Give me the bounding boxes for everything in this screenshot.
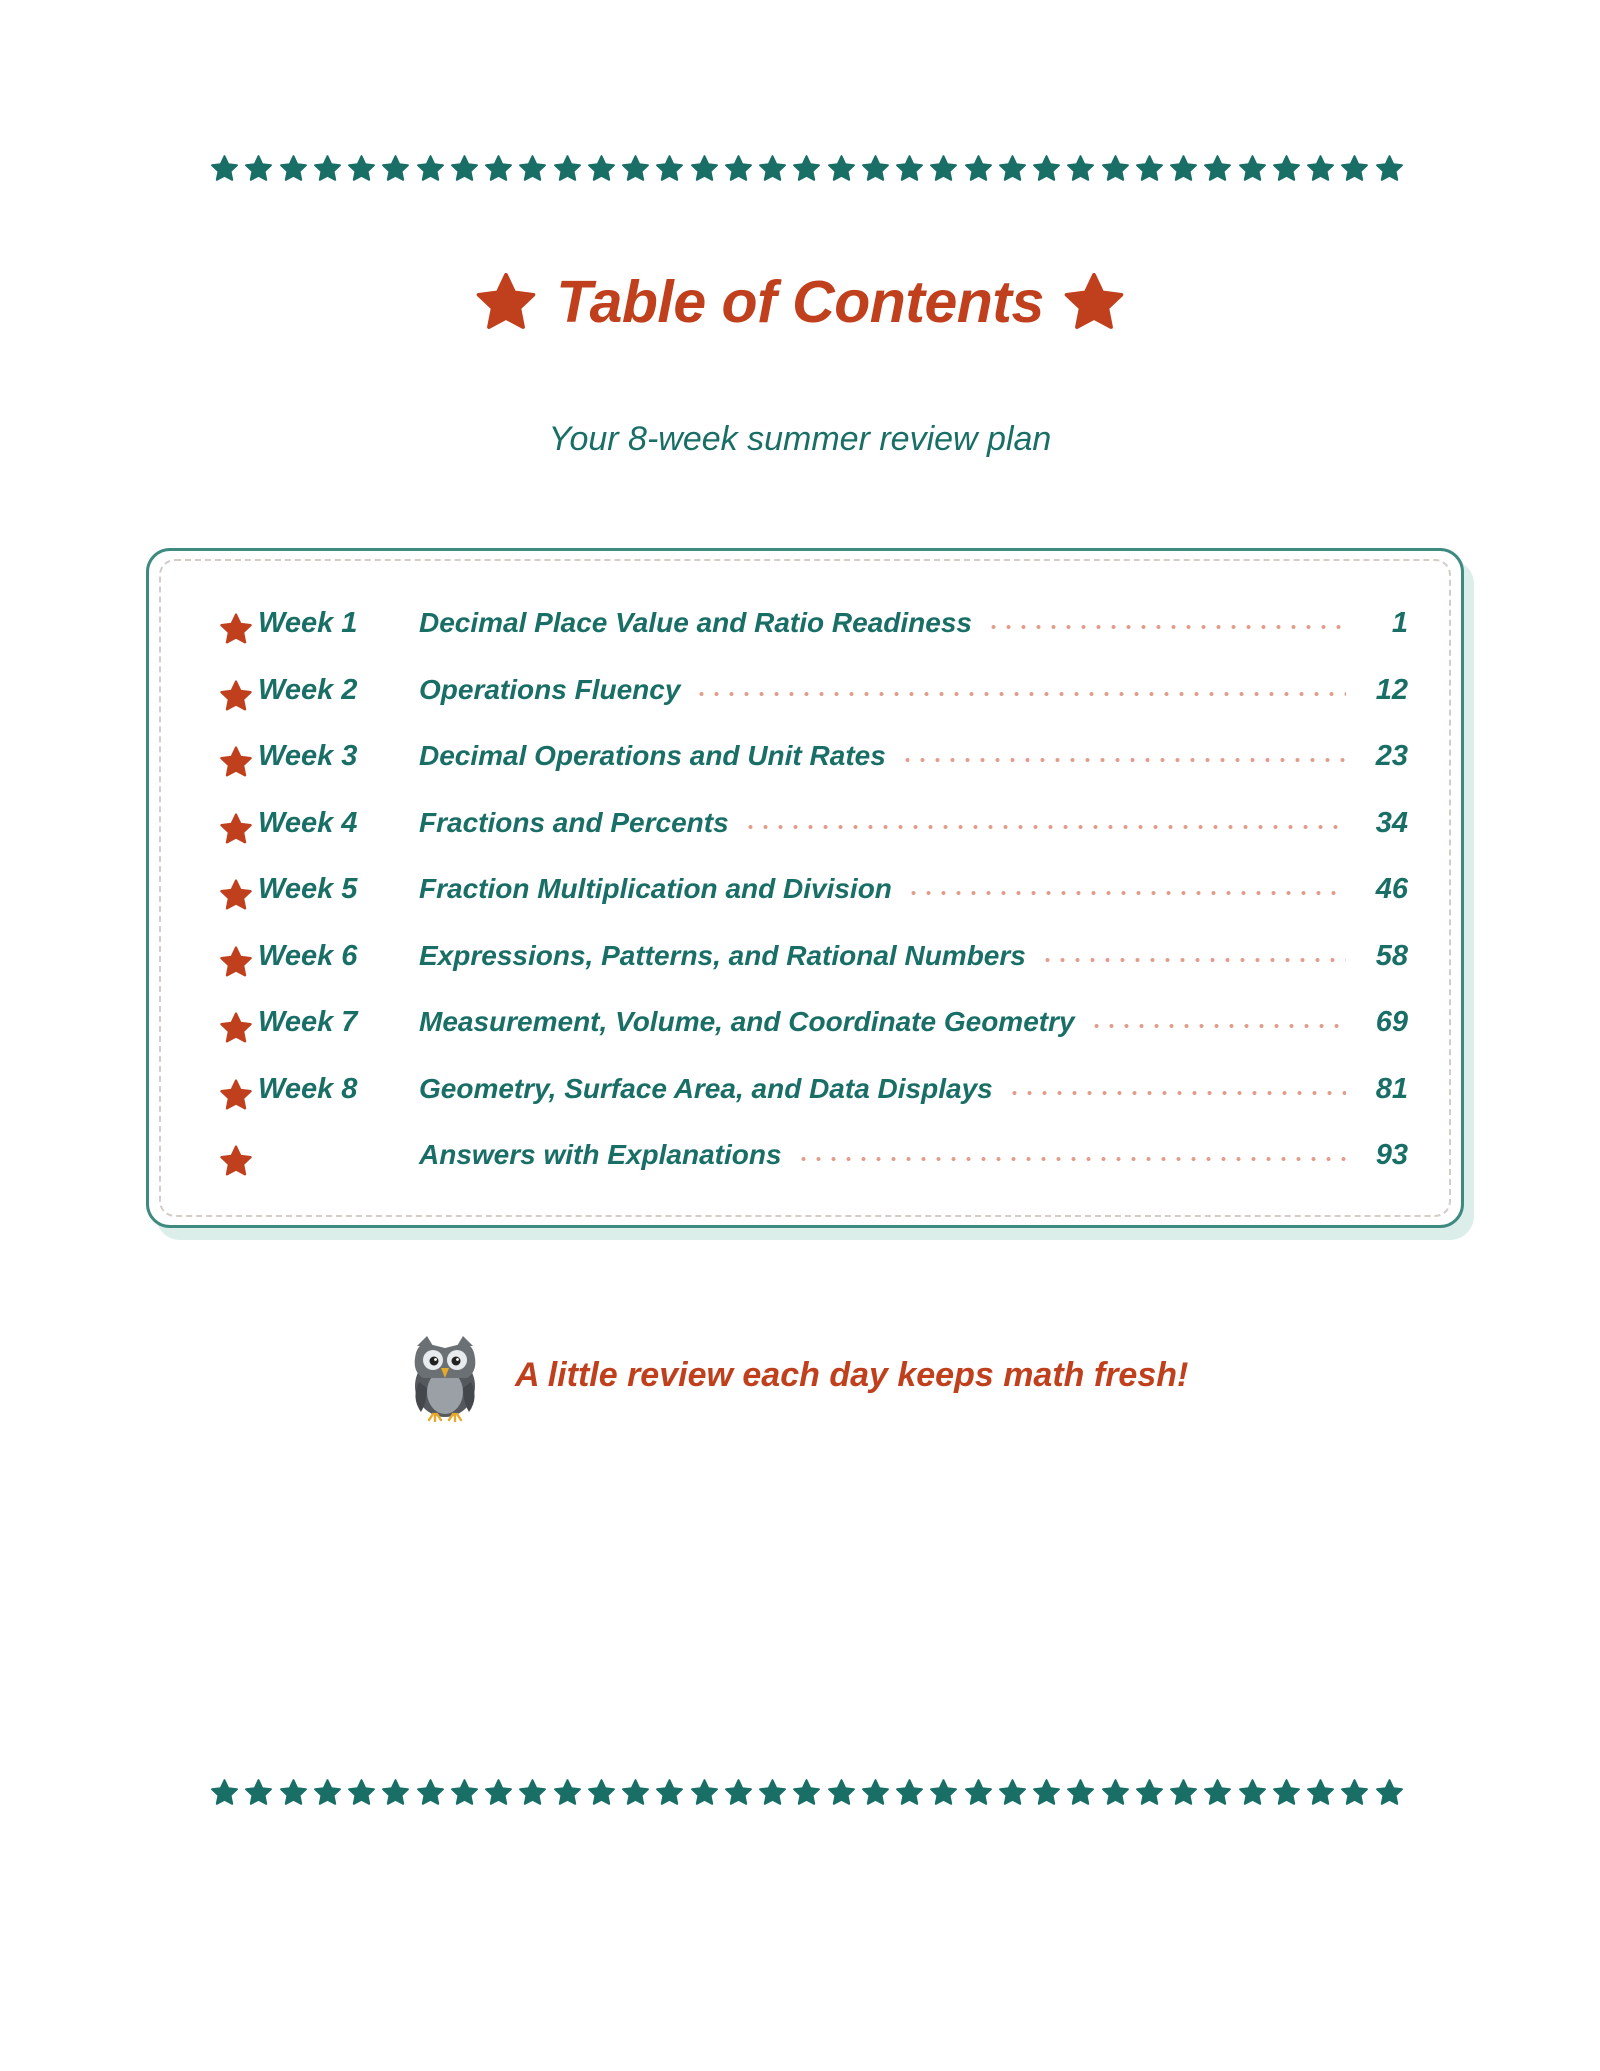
star-icon	[621, 1778, 650, 1807]
toc-entry[interactable]	[220, 864, 1408, 931]
star-icon	[219, 612, 253, 646]
toc-page-number: 58	[1375, 939, 1408, 972]
toc-leader-dots	[796, 1156, 1346, 1162]
page-title: Table of Contents	[556, 269, 1044, 335]
star-icon	[416, 154, 445, 183]
star-icon	[1032, 1778, 1061, 1807]
star-icon	[1101, 154, 1130, 183]
toc-week-label: Week 4	[258, 806, 358, 839]
toc-leader-dots	[986, 624, 1346, 630]
toc-week-label: Week 7	[258, 1006, 358, 1038]
toc-entry[interactable]	[220, 798, 1408, 865]
star-icon	[219, 679, 253, 713]
star-icon	[998, 1778, 1027, 1807]
star-icon	[724, 1778, 753, 1807]
toc-topic-title: Geometry, Surface Area, and Data Displays	[419, 1072, 993, 1104]
star-icon	[219, 1144, 253, 1178]
star-icon	[381, 154, 410, 183]
star-icon	[553, 1778, 582, 1807]
toc-week-label: Week 1	[258, 607, 358, 639]
star-icon	[1135, 154, 1164, 183]
star-icon	[219, 1078, 253, 1112]
toc-page-number: 23	[1375, 740, 1408, 772]
star-icon	[964, 154, 993, 183]
bottom-star-border	[210, 1774, 1404, 1810]
top-star-border	[210, 150, 1404, 186]
star-icon	[1375, 154, 1404, 183]
star-icon	[1238, 154, 1267, 183]
star-icon	[381, 1778, 410, 1807]
toc-leader-dots	[1040, 957, 1346, 963]
star-icon	[587, 154, 616, 183]
star-icon	[792, 154, 821, 183]
toc-week-label: Week 5	[258, 873, 358, 905]
title-block	[0, 268, 1600, 336]
toc-topic-title: Expressions, Patterns, and Rational Numbers	[419, 939, 1026, 971]
star-icon	[219, 745, 253, 779]
toc-leader-dots	[1089, 1023, 1346, 1029]
star-icon	[484, 1778, 513, 1807]
star-icon	[724, 154, 753, 183]
toc-page-number: 81	[1375, 1072, 1408, 1105]
star-icon	[1375, 1778, 1404, 1807]
star-icon	[518, 154, 547, 183]
star-icon	[1340, 1778, 1369, 1807]
star-icon	[313, 154, 342, 183]
star-icon	[792, 1778, 821, 1807]
star-icon	[219, 812, 253, 846]
toc-page-number: 12	[1375, 673, 1408, 706]
toc-week-label: Week 6	[258, 939, 358, 972]
toc-entry[interactable]	[220, 598, 1408, 665]
toc-topic-title: Fractions and Percents	[419, 806, 729, 838]
toc-entry[interactable]	[220, 665, 1408, 732]
toc-topic-title: Measurement, Volume, and Coordinate Geometry	[419, 1006, 1075, 1037]
page-subtitle: Your 8-week summer review plan	[548, 420, 1052, 458]
toc-list	[220, 598, 1408, 1197]
star-icon	[474, 270, 538, 334]
toc-week-label: Week 3	[258, 740, 358, 772]
star-icon	[1306, 154, 1335, 183]
star-icon	[1272, 154, 1301, 183]
star-icon	[861, 1778, 890, 1807]
star-icon	[279, 1778, 308, 1807]
star-icon	[758, 1778, 787, 1807]
star-icon	[244, 1778, 273, 1807]
star-icon	[861, 154, 890, 183]
star-icon	[1238, 1778, 1267, 1807]
star-icon	[416, 1778, 445, 1807]
star-icon	[998, 154, 1027, 183]
toc-leader-dots	[906, 890, 1346, 896]
toc-page-number: 34	[1375, 806, 1408, 839]
star-icon	[758, 154, 787, 183]
star-icon	[655, 154, 684, 183]
star-icon	[313, 1778, 342, 1807]
star-icon	[827, 154, 856, 183]
toc-leader-dots	[900, 757, 1346, 763]
star-icon	[964, 1778, 993, 1807]
toc-page-number: 69	[1375, 1006, 1408, 1038]
star-icon	[553, 154, 582, 183]
star-icon	[518, 1778, 547, 1807]
toc-entry[interactable]	[220, 931, 1408, 998]
owl-icon	[405, 1328, 485, 1422]
star-icon	[244, 154, 273, 183]
star-icon	[1066, 1778, 1095, 1807]
star-icon	[1272, 1778, 1301, 1807]
toc-week-label: Week 8	[258, 1072, 358, 1105]
star-icon	[1101, 1778, 1130, 1807]
toc-topic-title: Decimal Operations and Unit Rates	[419, 740, 886, 771]
star-icon	[1169, 154, 1198, 183]
star-icon	[484, 154, 513, 183]
toc-page-number: 1	[1391, 607, 1408, 639]
star-icon	[1306, 1778, 1335, 1807]
star-icon	[219, 1011, 253, 1045]
star-icon	[450, 1778, 479, 1807]
toc-leader-dots	[1007, 1090, 1346, 1096]
star-icon	[450, 154, 479, 183]
star-icon	[210, 154, 239, 183]
star-icon	[347, 154, 376, 183]
star-icon	[219, 878, 253, 912]
star-icon	[1340, 154, 1369, 183]
star-icon	[895, 1778, 924, 1807]
toc-topic-title: Decimal Place Value and Ratio Readiness	[419, 607, 972, 638]
tagline: A little review each day keeps math fresh!	[515, 1356, 1189, 1394]
toc-page-number: 93	[1375, 1139, 1408, 1171]
star-icon	[1203, 1778, 1232, 1807]
toc-topic-title: Answers with Explanations	[419, 1139, 782, 1170]
toc-entry[interactable]	[220, 1064, 1408, 1131]
star-icon	[655, 1778, 684, 1807]
star-icon	[1169, 1778, 1198, 1807]
star-icon	[690, 1778, 719, 1807]
toc-entry[interactable]	[220, 731, 1408, 798]
star-icon	[827, 1778, 856, 1807]
star-icon	[279, 154, 308, 183]
star-icon	[210, 1778, 239, 1807]
star-icon	[1032, 154, 1061, 183]
toc-topic-title: Operations Fluency	[419, 673, 681, 705]
star-icon	[347, 1778, 376, 1807]
toc-entry[interactable]	[220, 997, 1408, 1064]
star-icon	[1203, 154, 1232, 183]
star-icon	[1062, 270, 1126, 334]
star-icon	[219, 945, 253, 979]
toc-week-label: Week 2	[258, 673, 358, 706]
toc-topic-title: Fraction Multiplication and Division	[419, 873, 892, 904]
star-icon	[929, 1778, 958, 1807]
star-icon	[587, 1778, 616, 1807]
star-icon	[1135, 1778, 1164, 1807]
toc-page-number: 46	[1375, 873, 1408, 905]
star-icon	[690, 154, 719, 183]
star-icon	[895, 154, 924, 183]
toc-leader-dots	[743, 824, 1346, 830]
star-icon	[621, 154, 650, 183]
star-icon	[1066, 154, 1095, 183]
star-icon	[929, 154, 958, 183]
toc-entry[interactable]	[220, 1130, 1408, 1197]
toc-leader-dots	[694, 691, 1346, 697]
